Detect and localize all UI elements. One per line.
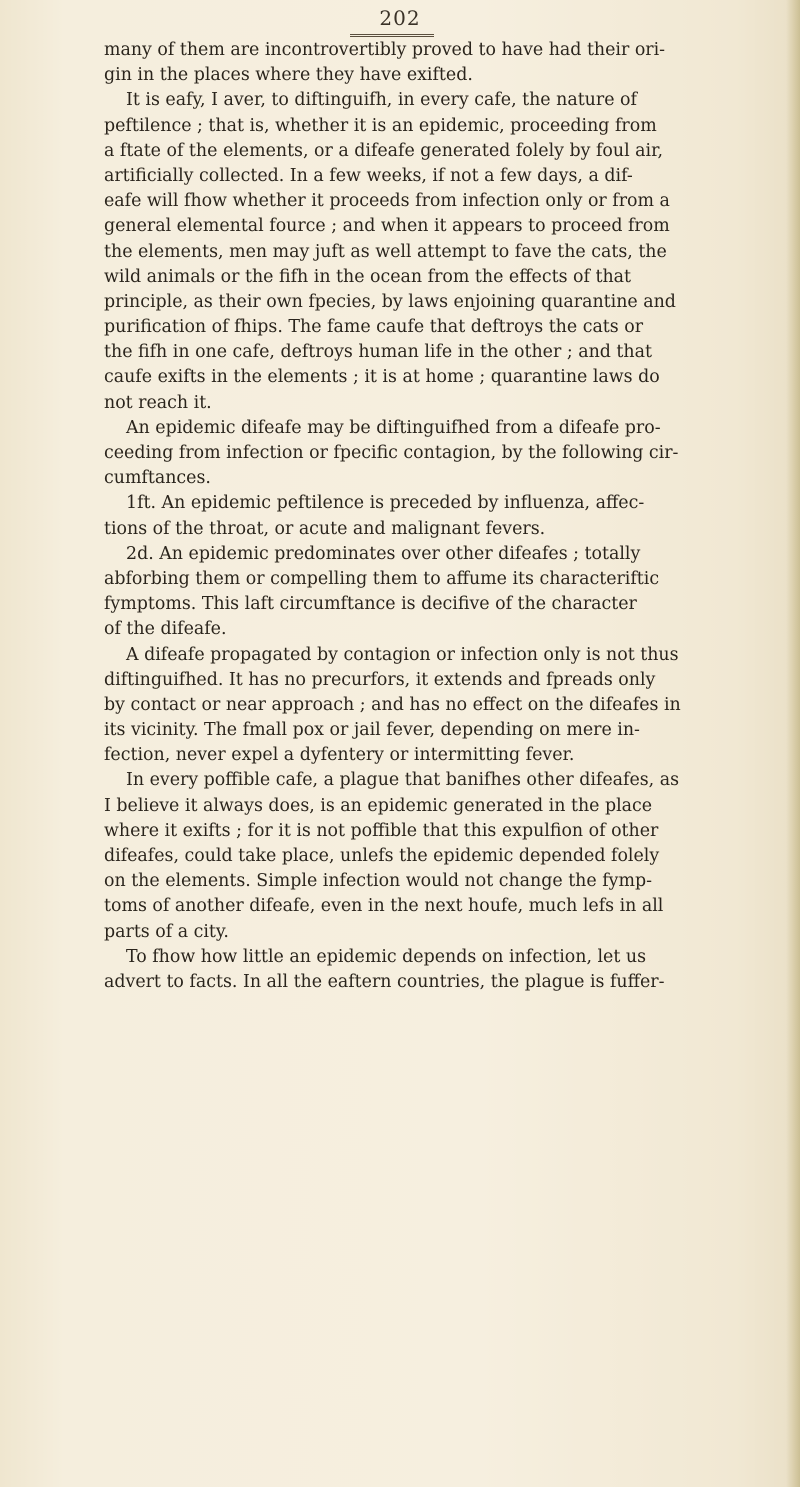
text-line: its vicinity. The fmall pox or jail fever, depending on mere in-: [104, 720, 640, 741]
text-line: artificially collected. In a few weeks, if not a few days, a dif-: [104, 165, 633, 186]
text-line: the elements, men may juft as well attempt to fave the cats, the: [104, 241, 667, 262]
text-line: toms of another difeafe, even in the next houfe, much lefs in all: [104, 896, 664, 917]
text-line: parts of a city.: [104, 921, 229, 942]
body-text: [104, 38, 744, 995]
text-line: I believe it always does, is an epidemic generated in the place: [104, 795, 653, 816]
text-line: To fhow how little an epidemic depends on infection, let us: [126, 946, 646, 967]
page-number: 202: [379, 6, 421, 30]
text-line: abforbing them or compelling them to affume its characteriftic: [104, 568, 660, 589]
text-line: In every poffible cafe, a plague that banifhes other difeafes, as: [126, 770, 680, 791]
text-line: An epidemic difeafe may be diftinguifhed from a difeafe pro-: [126, 417, 661, 438]
text-line: gin in the places where they have exifted.: [104, 65, 473, 86]
text-line: diftinguifhed. It has no precurfors, it extends and fpreads only: [104, 669, 656, 690]
text-line: the fifh in one cafe, deftroys human life in the other ; and that: [104, 342, 652, 363]
text-line: caufe exifts in the elements ; it is at home ; quarantine laws do: [104, 367, 660, 388]
text-line: purification of fhips. The fame caufe that deftroys the cats or: [104, 317, 644, 338]
text-line: It is eafy, I aver, to diftinguifh, in every cafe, the nature of: [126, 90, 637, 111]
text-line: difeafes, could take place, unlefs the epidemic depended folely: [104, 846, 660, 866]
text-line: 2d. An epidemic predominates over other difeafes ; totally: [126, 543, 641, 564]
text-line: cumftances.: [104, 468, 211, 489]
text-line: general elemental fource ; and when it appears to proceed from: [104, 216, 670, 237]
text-line: 1ft. An epidemic peftilence is preceded by influenza, affec-: [126, 493, 645, 514]
text-line: A difeafe propagated by contagion or infection only is not thus: [126, 644, 679, 665]
text-line: wild animals or the fifh in the ocean from the effects of that: [104, 266, 632, 287]
text-line: fection, never expel a dyfentery or intermitting fever.: [104, 745, 575, 766]
text-line: not reach it.: [104, 392, 212, 413]
text-line: a ftate of the elements, or a difeafe generated folely by foul air,: [104, 140, 664, 161]
text-line: of the difeafe.: [104, 619, 227, 640]
text-line: peftilence ; that is, whether it is an epidemic, proceeding from: [104, 115, 657, 136]
text-line: where it exifts ; for it is not poffible that this expulfion of other: [104, 820, 659, 841]
text-line: ceeding from infection or fpecific contagion, by the following cir-: [104, 443, 679, 463]
page-edge: [786, 0, 800, 1487]
header-rule: [350, 34, 434, 37]
text-line: advert to facts. In all the eaftern countries, the plague is fuffer-: [104, 971, 665, 992]
text-line: eafe will fhow whether it proceeds from infection only or from a: [104, 191, 670, 212]
text-line: on the elements. Simple infection would not change the fymp-: [104, 871, 652, 892]
text-line: principle, as their own fpecies, by laws enjoining quarantine and: [104, 291, 676, 312]
text-line: fymptoms. This laft circumftance is decifive of the character: [104, 594, 637, 615]
text-line: by contact or near approach ; and has no effect on the difeafes in: [104, 694, 681, 715]
text-line: tions of the throat, or acute and malignant fevers.: [104, 518, 546, 539]
text-line: many of them are incontrovertibly proved to have had their ori-: [104, 40, 666, 60]
